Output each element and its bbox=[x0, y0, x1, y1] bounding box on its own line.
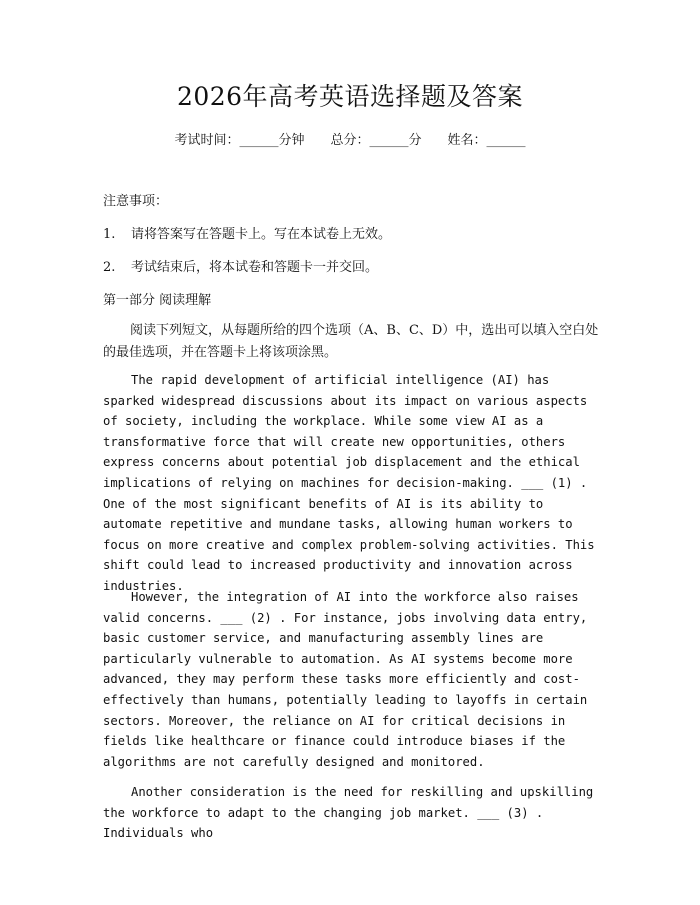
student-name-field: 姓名：______ bbox=[447, 133, 526, 148]
total-score-field: 总分：______分 bbox=[330, 133, 422, 148]
passage-paragraph: Another consideration is the need for reskilling and upskilling the workforce to adapt to the changing job market. ___ (3) . Individuals who bbox=[103, 785, 594, 841]
document-title: 2026年高考英语选择题及答案 bbox=[176, 82, 524, 111]
notice-item bbox=[103, 258, 599, 278]
passage-paragraph: However, the integration of AI into the workforce also raises valid concerns. ___ (2) . For instance, jobs involving data entry, basic customer service, and manufacturing assembly lines are particularly vulnerable to automation. As AI systems become more advanced, they may perform these tasks more efficiently and cost-effectively than humans, potentially leading to layoffs in certain sectors. Moreover, the reliance on AI for critical decisions in fields like healthcare or finance could introduce biases if the algorithms are not carefully designed and monitored. bbox=[103, 590, 588, 769]
reading-instructions: 阅读下列短文，从每题所给的四个选项（A、B、C、D）中，选出可以填入空白处的最佳选项，并在答题卡上将该项涂黑。 bbox=[103, 323, 599, 360]
notice-item-text: 考试结束后，将本试卷和答题卡一并交回。 bbox=[131, 260, 379, 275]
notice-item-number: 1. bbox=[103, 227, 116, 242]
exam-time-field: 考试时间：______分钟 bbox=[174, 133, 305, 148]
section-title: 第一部分 阅读理解 bbox=[103, 293, 212, 308]
passage-paragraph: The rapid development of artificial intelligence (AI) has sparked widespread discussions about its impact on various aspects of society, including the workplace. While some view AI as a transformative force that will create new opportunities, others express concerns about potential job displacement and the ethical implications of relying on machines for decision-making. ___ (1) . One of the most significant benefits of AI is its ability to automate repetitive and mundane tasks, allowing human workers to focus on more creative and complex problem-solving activities. This shift could lead to increased productivity and innovation across industries. bbox=[103, 373, 595, 593]
notice-heading: 注意事项： bbox=[103, 194, 169, 209]
notice-item-number: 2. bbox=[103, 260, 116, 275]
exam-info-line bbox=[0, 131, 700, 151]
notice-item bbox=[103, 225, 599, 245]
notice-item-text: 请将答案写在答题卡上。写在本试卷上无效。 bbox=[131, 227, 392, 242]
